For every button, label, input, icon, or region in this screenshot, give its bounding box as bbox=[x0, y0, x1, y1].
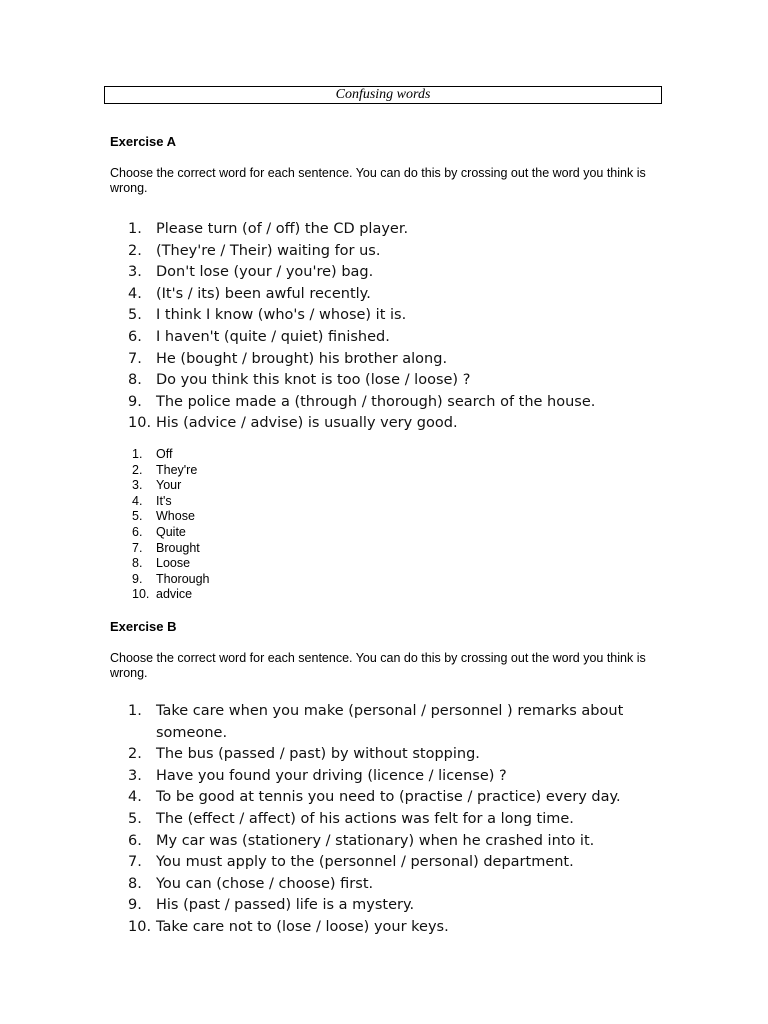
exercise-a-answer-list bbox=[132, 447, 210, 603]
item-number: 10. bbox=[128, 918, 152, 935]
item-number: 4. bbox=[132, 493, 143, 508]
item-number: 2. bbox=[132, 462, 143, 477]
item-text: Please turn (of / off) the CD player. bbox=[156, 221, 409, 237]
item-number: 5. bbox=[132, 509, 143, 524]
item-number: 3. bbox=[128, 767, 142, 784]
item-number: 1. bbox=[132, 447, 143, 461]
exercise-b-question bbox=[128, 917, 668, 939]
item-number: 8. bbox=[132, 556, 143, 571]
item-number: 9. bbox=[128, 897, 142, 914]
item-text: My car was (stationery / stationary) when he crashed into it. bbox=[156, 832, 595, 849]
item-text: Have you found your driving (licence / license) ? bbox=[156, 767, 507, 784]
exercise-a-question bbox=[128, 241, 688, 263]
item-text: Don't lose (your / you're) bag. bbox=[156, 264, 374, 281]
item-number: 5. bbox=[128, 307, 142, 324]
item-text: I haven't (quite / quiet) finished. bbox=[156, 328, 390, 345]
item-number: 3. bbox=[128, 264, 142, 281]
answer-item bbox=[132, 478, 210, 494]
item-number: 7. bbox=[132, 540, 143, 555]
item-number: 4. bbox=[128, 789, 142, 806]
exercise-a-heading: Exercise A bbox=[110, 134, 177, 149]
item-text: Loose bbox=[156, 556, 191, 571]
exercise-a-question bbox=[128, 284, 688, 306]
item-number: 6. bbox=[132, 524, 143, 539]
answer-item bbox=[132, 556, 210, 572]
item-text: The bus (passed / past) by without stopping. bbox=[156, 746, 480, 763]
item-text: It's bbox=[156, 493, 172, 508]
item-text: Take care not to (lose / loose) your keys. bbox=[156, 918, 449, 935]
exercise-b-question bbox=[128, 874, 668, 896]
item-number: 10. bbox=[128, 415, 152, 432]
answer-item bbox=[132, 463, 210, 479]
item-number: 8. bbox=[128, 372, 142, 389]
item-number: 5. bbox=[128, 810, 142, 827]
answer-item bbox=[132, 587, 210, 603]
item-number: 4. bbox=[128, 285, 142, 302]
item-text: Do you think this knot is too (lose / loose) ? bbox=[156, 372, 471, 389]
item-number: 9. bbox=[128, 393, 142, 410]
exercise-b-question bbox=[128, 766, 668, 788]
exercise-a-question bbox=[128, 305, 688, 327]
item-text: Brought bbox=[156, 540, 200, 555]
item-number: 2. bbox=[128, 242, 142, 259]
exercise-a-question bbox=[128, 349, 688, 371]
item-text: (It's / its) been awful recently. bbox=[156, 285, 371, 302]
item-text: They're bbox=[156, 462, 198, 477]
item-text: His (advice / advise) is usually very good. bbox=[156, 415, 458, 432]
item-text: Your bbox=[156, 478, 182, 493]
exercise-b-question bbox=[128, 701, 668, 744]
item-text: Take care when you make (personal / personnel ) remarks about someone. bbox=[156, 703, 624, 741]
exercise-a-instructions: Choose the correct word for each sentence. You can do this by crossing out the word you think is wrong. bbox=[110, 166, 646, 195]
exercise-b-instructions: Choose the correct word for each sentence. You can do this by crossing out the word you think is wrong. bbox=[110, 651, 646, 680]
exercise-a-question bbox=[128, 370, 688, 392]
answer-item bbox=[132, 494, 210, 510]
item-number: 2. bbox=[128, 746, 142, 763]
item-text: The police made a (through / thorough) search of the house. bbox=[156, 393, 596, 410]
item-number: 8. bbox=[128, 875, 142, 892]
item-number: 7. bbox=[128, 350, 142, 367]
item-text: His (past / passed) life is a mystery. bbox=[156, 897, 415, 914]
exercise-b-question bbox=[128, 852, 668, 874]
item-number: 9. bbox=[132, 571, 143, 586]
item-number: 1. bbox=[128, 221, 142, 237]
exercise-a-question bbox=[128, 219, 688, 241]
item-text: The (effect / affect) of his actions was felt for a long time. bbox=[156, 810, 574, 827]
item-number: 3. bbox=[132, 478, 143, 493]
item-number: 6. bbox=[128, 832, 142, 849]
item-number: 7. bbox=[128, 854, 142, 871]
exercise-b-question bbox=[128, 895, 668, 917]
exercise-b-question bbox=[128, 831, 668, 853]
exercise-a-question bbox=[128, 327, 688, 349]
answer-item bbox=[132, 525, 210, 541]
item-text: (They're / Their) waiting for us. bbox=[156, 242, 381, 259]
answer-item bbox=[132, 541, 210, 557]
exercise-b-question bbox=[128, 787, 668, 809]
answer-item bbox=[132, 572, 210, 588]
item-text: Off bbox=[156, 447, 173, 461]
item-text: He (bought / brought) his brother along. bbox=[156, 350, 448, 367]
item-number: 1. bbox=[128, 703, 142, 719]
item-text: You can (chose / choose) first. bbox=[156, 875, 374, 892]
item-text: Quite bbox=[156, 524, 186, 539]
document-title: Confusing words bbox=[104, 86, 662, 104]
item-text: advice bbox=[156, 587, 193, 602]
item-number: 10. bbox=[132, 587, 150, 602]
exercise-a-question bbox=[128, 392, 688, 414]
exercise-b-heading: Exercise B bbox=[110, 619, 177, 634]
item-text: I think I know (who's / whose) it is. bbox=[156, 307, 407, 324]
exercise-a-question bbox=[128, 262, 688, 284]
exercise-b-question bbox=[128, 809, 668, 831]
item-text: To be good at tennis you need to (practise / practice) every day. bbox=[156, 789, 621, 806]
exercise-a-question bbox=[128, 413, 688, 435]
exercise-b-question-list bbox=[128, 701, 668, 939]
item-text: Thorough bbox=[156, 571, 210, 586]
item-text: Whose bbox=[156, 509, 195, 524]
item-text: You must apply to the (personnel / personal) department. bbox=[156, 854, 574, 871]
answer-item bbox=[132, 509, 210, 525]
exercise-a-question-list bbox=[128, 219, 688, 435]
item-number: 6. bbox=[128, 328, 142, 345]
answer-item bbox=[132, 447, 210, 463]
exercise-b-question bbox=[128, 744, 668, 766]
